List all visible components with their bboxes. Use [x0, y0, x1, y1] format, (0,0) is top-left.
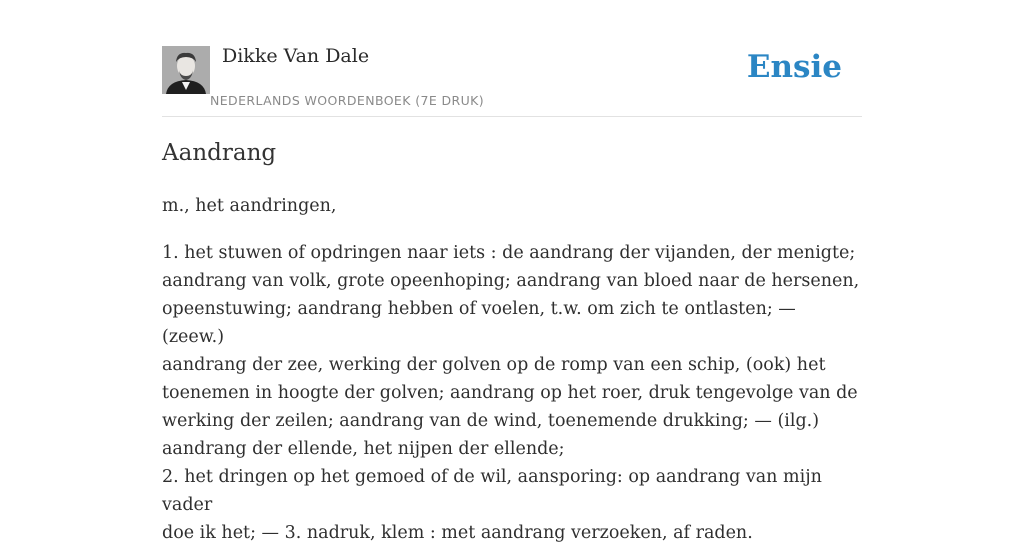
definition-line: aandrang van volk, grote opeenhoping; aandrang van bloed naar de hersenen, [162, 271, 860, 291]
definition-line: opeenstuwing; aandrang hebben of voelen, t.w. om zich te ontlasten; — (zeew.) [162, 299, 796, 347]
definition-line: aandrang der zee, werking der golven op de romp van een schip, (ook) het [162, 355, 826, 375]
author-name[interactable]: Dikke Van Dale [222, 45, 370, 67]
definition-line: toenemen in hoogte der golven; aandrang op het roer, druk tengevolge van de [162, 383, 858, 403]
portrait-photo-icon [162, 46, 210, 94]
brand-logo-link[interactable]: Ensie [746, 49, 842, 85]
source-label: NEDERLANDS WOORDENBOEK (7E DRUK) [210, 93, 485, 108]
entry-grammar: m., het aandringen, [162, 196, 337, 216]
definition-line: werking der zeilen; aandrang van de wind, toenemende drukking; — (ilg.) [162, 411, 820, 431]
definition-line: 2. het dringen op het gemoed of de wil, aansporing: op aandrang van mijn vader [162, 467, 822, 515]
avatar[interactable] [162, 46, 210, 94]
definition-line: doe ik het; — 3. nadruk, klem : met aandrang verzoeken, af raden. [162, 523, 753, 543]
definition-line: aandrang der ellende, het nijpen der ellende; [162, 439, 565, 459]
entry-body [162, 192, 862, 547]
header [162, 0, 862, 117]
definition-line: 1. het stuwen of opdringen naar iets : de aandrang der vijanden, der menigte; [162, 243, 856, 263]
entry-title: Aandrang [162, 140, 277, 166]
